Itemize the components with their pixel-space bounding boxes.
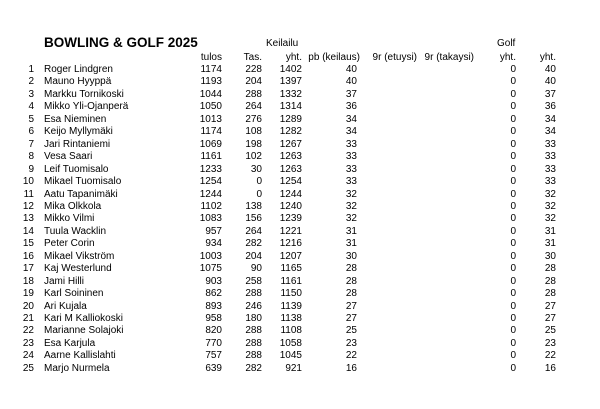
total-yht-cell: 33 (544, 138, 556, 150)
tulos-cell: 757 (205, 350, 222, 362)
tulos-cell: 1254 (199, 176, 222, 188)
yht-cell: 1289 (279, 113, 302, 125)
golf-yht-cell: 0 (510, 275, 516, 287)
name-cell: Mauno Hyyppä (44, 76, 112, 88)
tulos-cell: 1083 (199, 213, 222, 225)
tas-cell: 288 (245, 350, 262, 362)
pb-cell: 25 (345, 325, 357, 337)
rank-cell: 11 (23, 188, 34, 200)
golf-yht-cell: 0 (510, 213, 516, 225)
tas-cell: 138 (245, 200, 262, 212)
group-header-golf: Golf (497, 38, 516, 49)
total-yht-cell: 28 (544, 263, 556, 275)
rank-cell: 21 (22, 313, 34, 324)
table-row (0, 288, 600, 300)
pb-cell: 32 (345, 200, 357, 212)
rank-cell: 6 (28, 126, 34, 138)
golf-yht-cell: 0 (510, 250, 516, 262)
tas-cell: 276 (245, 113, 262, 125)
pb-cell: 32 (345, 188, 357, 200)
pb-cell: 31 (345, 225, 357, 237)
golf-yht-cell: 0 (510, 113, 516, 125)
pb-cell: 36 (345, 101, 357, 113)
col-header-9r-back: 9r (takaysi) (424, 52, 474, 63)
tas-cell: 258 (245, 275, 262, 287)
tas-cell: 264 (245, 101, 262, 113)
rank-cell: 13 (22, 213, 34, 225)
rank-cell: 23 (22, 337, 34, 349)
name-cell: Mikael Vikström (44, 250, 115, 262)
tas-cell: 288 (245, 288, 262, 300)
golf-yht-cell: 0 (510, 350, 516, 362)
rank-cell: 10 (22, 176, 34, 188)
tulos-cell: 770 (205, 337, 222, 349)
yht-cell: 1332 (279, 88, 302, 100)
rank-cell: 5 (28, 113, 34, 125)
rank-cell: 3 (28, 88, 34, 100)
yht-cell: 1263 (279, 151, 302, 163)
rank-cell: 12 (22, 200, 34, 212)
tas-cell: 0 (256, 176, 262, 188)
table-row (0, 151, 600, 163)
total-yht-cell: 27 (544, 313, 556, 324)
rank-cell: 2 (28, 76, 34, 88)
name-cell: Aarne Kallislahti (44, 350, 116, 362)
tulos-cell: 1044 (199, 88, 222, 100)
name-cell: Ari Kujala (44, 300, 87, 312)
tulos-cell: 1233 (199, 163, 222, 175)
yht-cell: 1138 (280, 313, 302, 324)
name-cell: Mikko Yli-Ojanperä (44, 101, 129, 113)
total-yht-cell: 23 (544, 337, 556, 349)
total-yht-cell: 37 (544, 88, 556, 100)
tulos-cell: 1102 (200, 200, 222, 212)
golf-yht-cell: 0 (510, 362, 516, 374)
total-yht-cell: 32 (544, 188, 556, 200)
golf-yht-cell: 0 (510, 337, 516, 349)
tulos-cell: 893 (205, 300, 222, 312)
tas-cell: 204 (245, 76, 262, 88)
table-row (0, 301, 600, 313)
tas-cell: 102 (245, 151, 262, 163)
total-yht-cell: 28 (544, 288, 556, 300)
yht-cell: 1254 (279, 176, 302, 188)
tas-cell: 288 (245, 88, 262, 100)
total-yht-cell: 36 (544, 101, 556, 113)
tas-cell: 0 (256, 188, 262, 200)
col-header-tulos: tulos (200, 52, 222, 63)
golf-yht-cell: 0 (510, 288, 516, 300)
pb-cell: 32 (345, 213, 357, 225)
table-row (0, 164, 600, 176)
pb-cell: 40 (345, 64, 357, 75)
rank-cell: 25 (22, 362, 34, 374)
pb-cell: 40 (345, 76, 357, 88)
pb-cell: 34 (345, 113, 357, 125)
golf-yht-cell: 0 (510, 313, 516, 324)
table-row (0, 201, 600, 213)
golf-yht-cell: 0 (510, 88, 516, 100)
pb-cell: 16 (345, 362, 357, 374)
name-cell: Jari Rintaniemi (44, 138, 111, 150)
sheet-title: BOWLING & GOLF 2025 (44, 35, 198, 50)
table-row (0, 189, 600, 201)
rank-cell: 16 (22, 250, 34, 262)
yht-cell: 1314 (279, 101, 302, 113)
total-yht-cell: 31 (544, 238, 556, 250)
golf-yht-cell: 0 (510, 76, 516, 88)
tas-cell: 282 (245, 238, 262, 250)
tulos-cell: 1013 (199, 113, 222, 125)
name-cell: Marianne Solajoki (44, 325, 124, 337)
yht-cell: 921 (285, 362, 302, 374)
name-cell: Peter Corin (44, 238, 95, 250)
total-yht-cell: 27 (544, 300, 556, 312)
name-cell: Karl Soininen (44, 288, 104, 300)
table-row (0, 139, 600, 151)
yht-cell: 1267 (279, 138, 302, 150)
yht-cell: 1108 (280, 325, 302, 337)
yht-cell: 1240 (279, 200, 302, 212)
table-row (0, 263, 600, 275)
rank-cell: 18 (22, 275, 34, 287)
rank-cell: 9 (28, 163, 34, 175)
pb-cell: 31 (345, 238, 357, 250)
name-cell: Esa Karjula (44, 337, 96, 349)
table-row (0, 363, 600, 375)
pb-cell: 37 (345, 88, 357, 100)
golf-yht-cell: 0 (510, 238, 516, 250)
name-cell: Vesa Saari (44, 151, 93, 163)
tas-cell: 108 (245, 126, 262, 138)
table-row (0, 338, 600, 350)
pb-cell: 33 (345, 163, 357, 175)
rank-cell: 15 (22, 238, 34, 250)
col-header-pb: pb (keilaus) (308, 52, 360, 63)
total-yht-cell: 32 (544, 213, 556, 225)
table-row (0, 238, 600, 250)
name-cell: Roger Lindgren (44, 64, 113, 75)
golf-yht-cell: 0 (510, 163, 516, 175)
yht-cell: 1402 (279, 64, 302, 75)
table-row (0, 350, 600, 362)
yht-cell: 1282 (279, 126, 302, 138)
pb-cell: 33 (345, 138, 357, 150)
tas-cell: 30 (250, 163, 262, 175)
total-yht-cell: 33 (544, 176, 556, 188)
name-cell: Keijo Myllymäki (44, 126, 113, 138)
tulos-cell: 934 (205, 238, 222, 250)
pb-cell: 28 (345, 275, 357, 287)
yht-cell: 1165 (280, 263, 302, 275)
golf-yht-cell: 0 (510, 101, 516, 113)
rank-cell: 22 (22, 325, 34, 337)
tas-cell: 156 (245, 213, 262, 225)
col-header-total-yht: yht. (539, 52, 556, 63)
rank-cell: 20 (22, 300, 34, 312)
tas-cell: 282 (245, 362, 262, 374)
tas-cell: 204 (245, 250, 262, 262)
tulos-cell: 1161 (200, 151, 222, 163)
col-header-yht-bowling: yht. (285, 52, 302, 63)
yht-cell: 1207 (279, 250, 302, 262)
golf-yht-cell: 0 (510, 225, 516, 237)
name-cell: Marjo Nurmela (44, 362, 110, 374)
name-cell: Tuula Wacklin (44, 225, 107, 237)
pb-cell: 27 (345, 313, 357, 324)
total-yht-cell: 33 (544, 151, 556, 163)
tas-cell: 288 (245, 325, 262, 337)
table-row (0, 325, 600, 337)
total-yht-cell: 34 (544, 126, 556, 138)
name-cell: Mika Olkkola (44, 200, 102, 212)
total-yht-cell: 25 (544, 325, 556, 337)
tulos-cell: 958 (205, 313, 222, 324)
total-yht-cell: 22 (544, 350, 556, 362)
table-row (0, 276, 600, 288)
tas-cell: 246 (245, 300, 262, 312)
total-yht-cell: 34 (544, 113, 556, 125)
col-header-tas: Tas. (243, 52, 262, 63)
tulos-cell: 1069 (199, 138, 222, 150)
rank-cell: 24 (22, 350, 34, 362)
golf-yht-cell: 0 (510, 325, 516, 337)
col-header-9r-front: 9r (etuysi) (372, 52, 417, 63)
yht-cell: 1216 (279, 238, 302, 250)
yht-cell: 1045 (279, 350, 302, 362)
table-row (0, 251, 600, 263)
tulos-cell: 862 (205, 288, 222, 300)
rank-cell: 7 (28, 138, 34, 150)
tulos-cell: 1174 (200, 64, 222, 75)
rank-cell: 17 (22, 263, 34, 275)
tulos-cell: 1244 (199, 188, 222, 200)
tas-cell: 180 (245, 313, 262, 324)
rank-cell: 19 (22, 288, 34, 300)
col-header-golf-yht: yht. (499, 52, 516, 63)
pb-cell: 33 (345, 176, 357, 188)
golf-yht-cell: 0 (510, 151, 516, 163)
rank-cell: 1 (28, 64, 34, 75)
tas-cell: 198 (245, 138, 262, 150)
table-row (0, 64, 600, 76)
tas-cell: 90 (250, 263, 262, 275)
group-header-keilailu: Keilailu (266, 38, 299, 49)
total-yht-cell: 40 (544, 76, 556, 88)
table-row (0, 114, 600, 126)
yht-cell: 1397 (279, 76, 302, 88)
table-row (0, 126, 600, 138)
rank-cell: 4 (28, 101, 34, 113)
golf-yht-cell: 0 (510, 126, 516, 138)
table-row (0, 313, 600, 325)
table-row (0, 226, 600, 238)
table-row (0, 76, 600, 88)
rank-cell: 8 (28, 151, 34, 163)
tulos-cell: 1193 (200, 76, 222, 88)
table-row (0, 101, 600, 113)
golf-yht-cell: 0 (510, 200, 516, 212)
rank-cell: 14 (22, 225, 34, 237)
pb-cell: 28 (345, 263, 357, 275)
yht-cell: 1058 (279, 337, 302, 349)
name-cell: Aatu Tapanimäki (44, 188, 118, 200)
tulos-cell: 1003 (199, 250, 222, 262)
yht-cell: 1150 (280, 288, 302, 300)
table-row (0, 213, 600, 225)
golf-yht-cell: 0 (510, 64, 516, 75)
tas-cell: 288 (245, 337, 262, 349)
golf-yht-cell: 0 (510, 263, 516, 275)
pb-cell: 27 (345, 300, 357, 312)
total-yht-cell: 40 (544, 64, 556, 75)
tulos-cell: 1174 (200, 126, 222, 138)
name-cell: Kaj Westerlund (44, 263, 112, 275)
total-yht-cell: 32 (544, 200, 556, 212)
total-yht-cell: 28 (544, 275, 556, 287)
tulos-cell: 957 (205, 225, 222, 237)
tulos-cell: 820 (205, 325, 222, 337)
tulos-cell: 903 (205, 275, 222, 287)
total-yht-cell: 16 (544, 362, 556, 374)
yht-cell: 1263 (279, 163, 302, 175)
name-cell: Mikko Vilmi (44, 213, 95, 225)
name-cell: Markku Tornikoski (44, 88, 124, 100)
pb-cell: 33 (345, 151, 357, 163)
yht-cell: 1239 (279, 213, 302, 225)
name-cell: Leif Tuomisalo (44, 163, 109, 175)
pb-cell: 23 (345, 337, 357, 349)
total-yht-cell: 31 (544, 225, 556, 237)
total-yht-cell: 33 (544, 163, 556, 175)
name-cell: Kari M Kalliokoski (44, 313, 123, 324)
yht-cell: 1244 (279, 188, 302, 200)
tulos-cell: 1050 (199, 101, 222, 113)
tas-cell: 228 (245, 64, 262, 75)
total-yht-cell: 30 (544, 250, 556, 262)
yht-cell: 1161 (280, 275, 302, 287)
name-cell: Esa Nieminen (44, 113, 107, 125)
golf-yht-cell: 0 (510, 176, 516, 188)
pb-cell: 28 (345, 288, 357, 300)
pb-cell: 30 (345, 250, 357, 262)
table-row (0, 89, 600, 101)
pb-cell: 22 (345, 350, 357, 362)
golf-yht-cell: 0 (510, 300, 516, 312)
tulos-cell: 639 (205, 362, 222, 374)
golf-yht-cell: 0 (510, 138, 516, 150)
pb-cell: 34 (345, 126, 357, 138)
golf-yht-cell: 0 (510, 188, 516, 200)
name-cell: Jami Hilli (44, 275, 84, 287)
tulos-cell: 1075 (199, 263, 222, 275)
yht-cell: 1221 (279, 225, 302, 237)
table-row (0, 176, 600, 188)
yht-cell: 1139 (280, 300, 302, 312)
tas-cell: 264 (245, 225, 262, 237)
name-cell: Mikael Tuomisalo (44, 176, 122, 188)
